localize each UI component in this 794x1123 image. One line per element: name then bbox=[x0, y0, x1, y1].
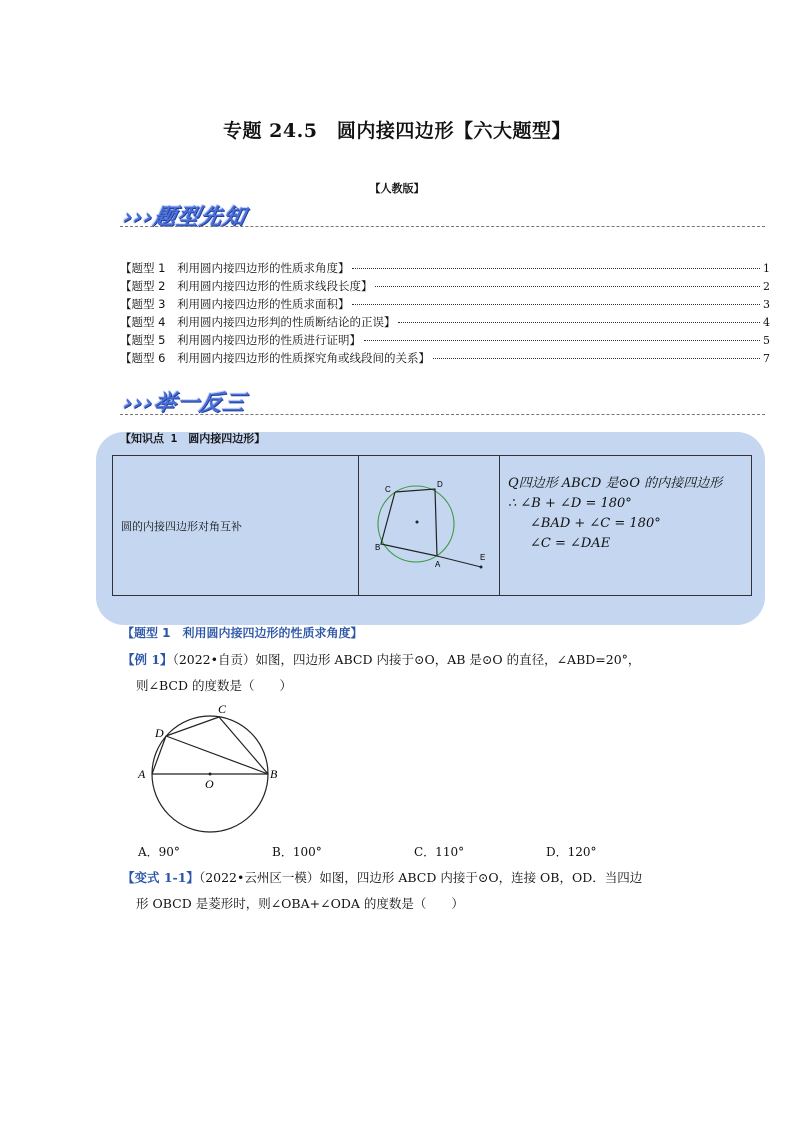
divider bbox=[120, 226, 765, 227]
toc-item-page: 1 bbox=[763, 262, 770, 275]
triple-chevron-icon: ››› bbox=[120, 391, 157, 416]
toc-item-label: 【题型 4 利用圆内接四边形判的性质断结论的正误】 bbox=[120, 315, 396, 329]
practice-banner-text: 举一反三 bbox=[151, 391, 249, 416]
example-tag: 【例 1】 bbox=[122, 652, 173, 667]
toc-item-page: 3 bbox=[763, 298, 770, 311]
toc-item-page: 2 bbox=[763, 280, 770, 293]
label-a: A bbox=[435, 560, 441, 569]
toc-item[interactable] bbox=[120, 314, 770, 332]
toc-item[interactable] bbox=[120, 296, 770, 314]
triple-chevron-icon: ››› bbox=[120, 205, 157, 230]
label-a: A bbox=[138, 767, 146, 781]
leader-dots bbox=[352, 304, 760, 305]
toc-item-label: 【题型 6 利用圆内接四边形的性质探究角或线段间的关系】 bbox=[120, 351, 430, 365]
divider bbox=[120, 414, 765, 415]
question-type-heading: 【题型 1 利用圆内接四边形的性质求角度】 bbox=[122, 626, 363, 640]
practice-banner bbox=[121, 386, 250, 417]
quadrilateral bbox=[381, 489, 437, 556]
leader-dots bbox=[352, 268, 760, 269]
center-dot bbox=[416, 521, 419, 524]
variant-text-line-2: 形 OBCD 是菱形时，则∠OBA+∠ODA 的度数是（ ） bbox=[136, 896, 464, 911]
variant-text-line-1: （2022•云州区一模）如图，四边形 ABCD 内接于⊙O，连接 OB，OD．当四边 bbox=[198, 870, 643, 885]
leader-dots bbox=[375, 286, 760, 287]
label-c: C bbox=[385, 485, 391, 494]
label-c: C bbox=[218, 702, 227, 716]
point-e bbox=[480, 566, 483, 569]
example-1 bbox=[122, 650, 762, 696]
example-1-figure bbox=[130, 700, 300, 840]
option-b[interactable]: B．100° bbox=[272, 845, 322, 859]
toc-item-page: 7 bbox=[763, 352, 770, 365]
toc-item-page: 4 bbox=[763, 316, 770, 329]
toc-item[interactable] bbox=[120, 332, 770, 350]
knowledge-heading: 【知识点 1 圆内接四边形】 bbox=[120, 432, 266, 445]
option-d[interactable]: D．120° bbox=[546, 845, 597, 859]
formula-line-2: ∠BAD + ∠C = 180° bbox=[530, 516, 661, 531]
formula-line-1: ∴ ∠B + ∠D = 180° bbox=[508, 496, 632, 511]
toc-item[interactable] bbox=[120, 350, 770, 368]
quadrilateral bbox=[152, 717, 268, 774]
variant-1-1 bbox=[122, 868, 762, 914]
option-c[interactable]: C．110° bbox=[414, 845, 465, 859]
center-dot bbox=[209, 773, 212, 776]
knowledge-figure-cell bbox=[359, 456, 500, 596]
page-title: 专题 24.5 圆内接四边形【六大题型】 bbox=[223, 120, 571, 142]
example-text-line-2: 则∠BCD 的度数是（ ） bbox=[136, 678, 292, 693]
toc-item-label: 【题型 2 利用圆内接四边形的性质求线段长度】 bbox=[120, 279, 373, 293]
label-d: D bbox=[437, 480, 443, 489]
toc-item-label: 【题型 1 利用圆内接四边形的性质求角度】 bbox=[120, 261, 350, 275]
variant-tag: 【变式 1-1】 bbox=[122, 870, 199, 885]
formula-line-3: ∠C = ∠DAE bbox=[530, 536, 611, 551]
edition-label: 【人教版】 bbox=[369, 182, 425, 195]
label-b: B bbox=[270, 767, 278, 781]
label-e: E bbox=[480, 553, 486, 562]
example-text-line-1: （2022•自贡）如图，四边形 ABCD 内接于⊙O，AB 是⊙O 的直径，∠ABD=20°， bbox=[172, 652, 641, 667]
label-d: D bbox=[155, 726, 164, 740]
inscribed-quadrilateral-figure bbox=[359, 456, 499, 595]
toc-item-page: 5 bbox=[763, 334, 770, 347]
label-b: B bbox=[375, 543, 381, 552]
knowledge-statement: 圆的内接四边形对角互补 bbox=[121, 519, 242, 533]
leader-dots bbox=[364, 340, 760, 341]
overview-banner-text: 题型先知 bbox=[151, 205, 249, 230]
leader-dots bbox=[433, 358, 760, 359]
option-a[interactable]: A．90° bbox=[138, 845, 180, 859]
knowledge-formula-cell bbox=[500, 456, 752, 596]
leader-dots bbox=[398, 322, 760, 323]
label-o: O bbox=[205, 777, 214, 791]
toc-item-label: 【题型 5 利用圆内接四边形的性质进行证明】 bbox=[120, 333, 361, 347]
knowledge-table bbox=[112, 455, 752, 596]
toc-item-label: 【题型 3 利用圆内接四边形的性质求面积】 bbox=[120, 297, 350, 311]
circle bbox=[378, 486, 454, 562]
toc-item[interactable] bbox=[120, 278, 770, 296]
extension-line bbox=[437, 556, 481, 567]
toc-item[interactable] bbox=[120, 260, 770, 278]
knowledge-statement-cell bbox=[113, 456, 359, 596]
formula-intro: Q四边形 ABCD 是⊙O 的内接四边形 bbox=[508, 476, 723, 491]
